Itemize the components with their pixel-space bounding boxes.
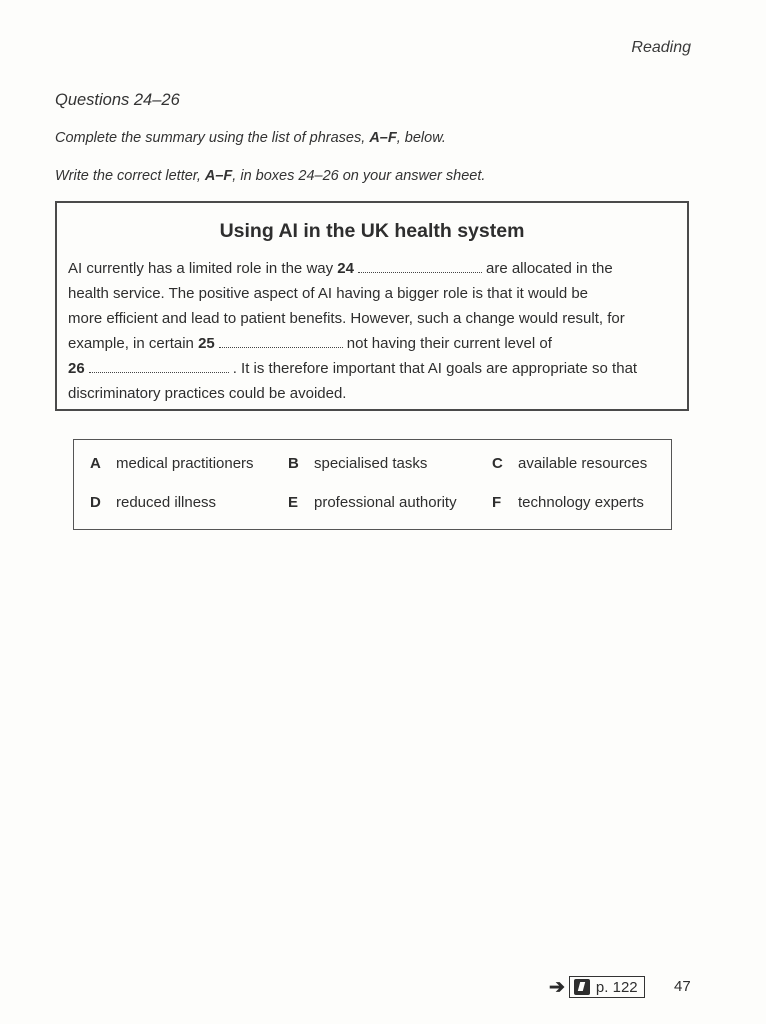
option-b: B specialised tasks bbox=[288, 455, 428, 472]
arrow-right-icon: ➔ bbox=[549, 976, 565, 998]
reference-page: p. 122 bbox=[595, 978, 638, 996]
gap-number-24: 24 bbox=[337, 260, 354, 277]
questions-heading: Questions 24–26 bbox=[55, 91, 180, 109]
answer-key-icon bbox=[574, 979, 590, 995]
gap-number-25: 25 bbox=[198, 335, 215, 352]
answer-gap-26 bbox=[89, 360, 229, 373]
option-c: C available resources bbox=[492, 455, 648, 472]
gap-number-26: 26 bbox=[68, 360, 85, 377]
phrase-options-box bbox=[73, 439, 672, 530]
summary-line: example, in certain 25 not having their current level of bbox=[68, 335, 552, 352]
summary-box bbox=[55, 201, 689, 411]
summary-title: Using AI in the UK health system bbox=[219, 220, 525, 242]
instruction-write-letter: Write the correct letter, A–F, in boxes 24–26 on your answer sheet. bbox=[55, 168, 486, 184]
option-e: E professional authority bbox=[288, 494, 457, 511]
summary-line: health service. The positive aspect of AI having a bigger role is that it would be bbox=[68, 285, 589, 302]
summary-text bbox=[68, 256, 680, 406]
option-d: D reduced illness bbox=[90, 494, 217, 511]
summary-line: AI currently has a limited role in the way 24 are allocated in the bbox=[68, 260, 613, 277]
summary-line: discriminatory practices could be avoided. bbox=[68, 385, 347, 402]
section-label: Reading bbox=[631, 39, 691, 56]
answer-gap-25 bbox=[219, 335, 343, 348]
summary-line: more efficient and lead to patient benefits. However, such a change would result, for bbox=[68, 310, 625, 327]
reference-box bbox=[569, 976, 645, 998]
answer-key-reference bbox=[549, 975, 645, 999]
option-f: F technology experts bbox=[492, 494, 644, 511]
answer-gap-24 bbox=[358, 260, 482, 273]
instruction-complete-summary: Complete the summary using the list of phrases, A–F, below. bbox=[55, 130, 446, 146]
option-a: A medical practitioners bbox=[90, 455, 254, 472]
page-number: 47 bbox=[674, 978, 691, 995]
summary-line: 26 . It is therefore important that AI goals are appropriate so that bbox=[68, 360, 638, 377]
